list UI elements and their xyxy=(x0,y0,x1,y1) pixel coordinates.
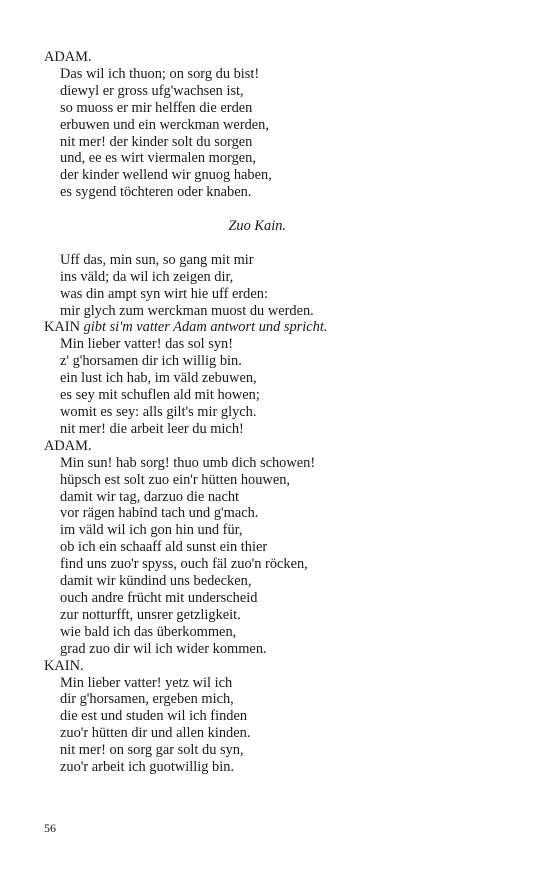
verse-line: damit wir kündind uns bedecken, xyxy=(60,573,252,590)
verse-line: was din ampt syn wirt hie uff erden: xyxy=(60,285,268,302)
verse-line: Uff das, min sun, so gang mit mir xyxy=(60,251,254,268)
verse-line: hüpsch est solt zuo ein'r hütten houwen, xyxy=(60,471,291,488)
verse-line: dir g'horsamen, ergeben mich, xyxy=(60,691,234,708)
verse-line: nit mer! der kinder solt du sorgen xyxy=(60,133,253,150)
verse-line: die est und studen wil ich finden xyxy=(60,708,248,725)
verse-line: nit mer! on sorg gar solt du syn, xyxy=(60,742,244,759)
verse-line: zuo'r hütten dir und allen kinden. xyxy=(60,725,251,742)
verse-line: mir glych zum werckman muost du werden. xyxy=(60,302,314,319)
spacer xyxy=(44,201,514,218)
verse-line: grad zuo dir wil ich wider kommen. xyxy=(60,640,267,657)
speech-kain-1 xyxy=(44,336,514,437)
verse-line: nit mer! die arbeit leer du mich! xyxy=(60,420,244,437)
verse-line: damit wir tag, darzuo die nacht xyxy=(60,488,240,505)
verse-line: diewyl er gross ufg'wachsen ist, xyxy=(60,82,244,99)
verse-line: so muoss er mir helffen die erden xyxy=(60,99,253,116)
stage-direction: gibt si'm vatter Adam antwort und spricht. xyxy=(83,319,328,336)
speech-adam-1 xyxy=(44,66,514,201)
verse-line: find uns zuo'r spyss, ouch fäl zuo'n röcken, xyxy=(60,556,308,573)
verse-line: ein lust ich hab, im väld zebuwen, xyxy=(60,370,257,387)
verse-line: zuo'r arbeit ich guotwillig bin. xyxy=(60,759,235,776)
verse-line: der kinder wellend wir gnuog haben, xyxy=(60,167,272,184)
verse-line: Min sun! hab sorg! thuo umb dich schowen! xyxy=(60,454,316,471)
speaker-kain: KAIN. xyxy=(44,657,84,674)
speech-kain-2 xyxy=(44,675,514,776)
speaker-adam: ADAM. xyxy=(44,49,92,65)
verse-line: erbuwen und ein werckman werden, xyxy=(60,116,269,133)
verse-line: und, ee es wirt viermalen morgen, xyxy=(60,150,256,167)
speaker-kain-with-direction xyxy=(44,319,514,336)
verse-line: z' g'horsamen dir ich willig bin. xyxy=(60,353,242,370)
verse-line: es sey mit schuflen ald mit howen; xyxy=(60,387,260,404)
verse-line: vor rägen habind tach und g'mach. xyxy=(60,505,259,522)
verse-line: Min lieber vatter! das sol syn! xyxy=(60,336,234,353)
page-number: 56 xyxy=(44,821,56,835)
speaker-kain: KAIN xyxy=(44,319,80,336)
verse-line: ob ich ein schaaff ald sunst ein thier xyxy=(60,539,268,556)
speech-adam-3 xyxy=(44,455,514,658)
speaker-adam: ADAM. xyxy=(44,437,92,454)
verse-line: womit es sey: alls gilt's mir glych. xyxy=(60,404,257,420)
verse-line: im väld wil ich gon hin und für, xyxy=(60,522,243,539)
spacer xyxy=(44,235,514,252)
speech-adam-2 xyxy=(44,252,514,320)
verse-line: es sygend töchteren oder knaben. xyxy=(60,184,252,201)
verse-line: ins väld; da wil ich zeigen dir, xyxy=(60,268,234,285)
verse-line: Das wil ich thuon; on sorg du bist! xyxy=(60,65,260,82)
verse-line: Min lieber vatter! yetz wil ich xyxy=(60,674,233,691)
verse-line: zur notturfft, unsrer getzligkeit. xyxy=(60,606,241,623)
stage-direction-zuo-kain: Zuo Kain. xyxy=(228,218,286,235)
play-text xyxy=(44,49,514,776)
verse-line: wie bald ich das überkommen, xyxy=(60,623,237,640)
verse-line: ouch andre frücht mit underscheid xyxy=(60,589,258,606)
